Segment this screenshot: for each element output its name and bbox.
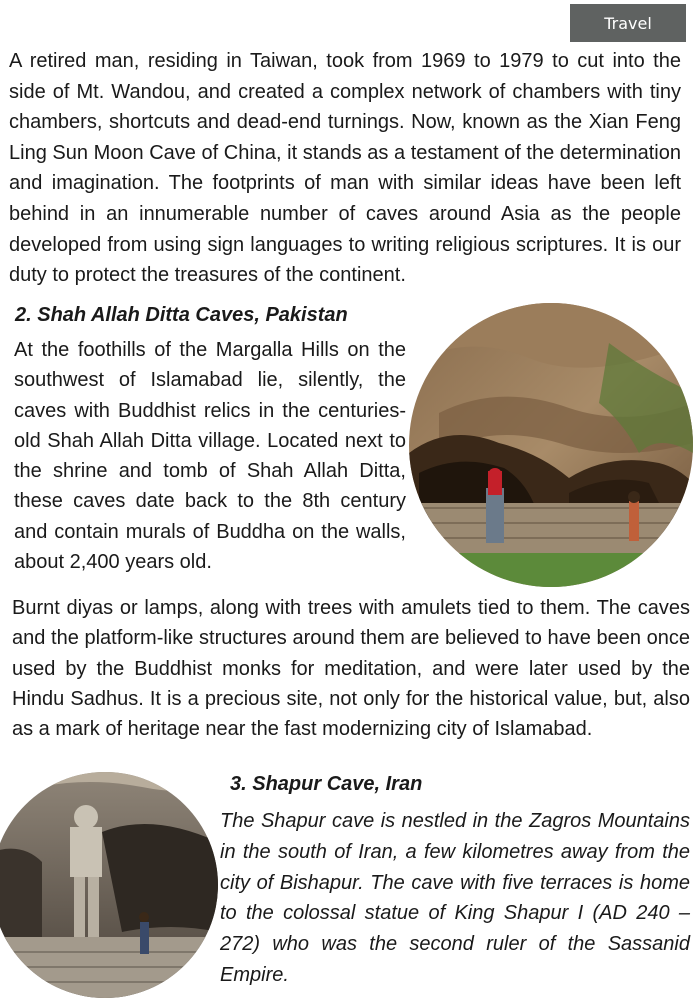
shapur-cave-heading: 3. Shapur Cave, Iran [230,773,423,795]
shapur-cave-photo [0,772,218,998]
shapur-cave-body: The Shapur cave is nestled in the Zagros Mountains in the south of Iran, a few kilometres away from the city of Bishapur. The cave with five terraces is home to the colossal statue of King Shapur I (AD 240 – 272) who was the second ruler of the Sassanid Empire. [220,810,690,986]
section-tag: Travel [570,4,686,42]
shah-allah-ditta-body: At the foothills of the Margalla Hills on the southwest of Islamabad lie, silently, the caves with Buddhist relics in the centuries-old Shah Allah Ditta village. Located next to the shrine and tomb of Shah Allah Ditta, these caves date back to the 8th century and contain murals of Buddha on the walls, about 2,400 years old. [14,339,406,574]
shah-allah-ditta-heading: 2. Shah Allah Ditta Caves, Pakistan [15,304,348,326]
intro-paragraph: A retired man, residing in Taiwan, took from 1969 to 1979 to cut into the side of Mt. Wandou, and created a complex network of chambers with tiny chambers, shortcuts and dead-end turnings. Now, known as the Xian Feng Ling Sun Moon Cave of China, it stands as a testament of the determination and imagination. The footprints of man with similar ideas have been left behind in an innumerable number of caves around Asia as the people developed from using sign languages to writing religious scriptures. It is our duty to protect the treasures of the continent. [9,50,681,287]
shah-allah-ditta-continuation: Burnt diyas or lamps, along with trees with amulets tied to them. The caves and the platform-like structures around them are believed to have been once used by the Buddhist monks for meditation, and were later used by the Hindu Sadhus. It is a precious site, not only for the historical value, but, also as a mark of heritage near the fast modernizing city of Islamabad. [12,597,690,741]
shah-allah-ditta-cave-photo [409,303,693,587]
